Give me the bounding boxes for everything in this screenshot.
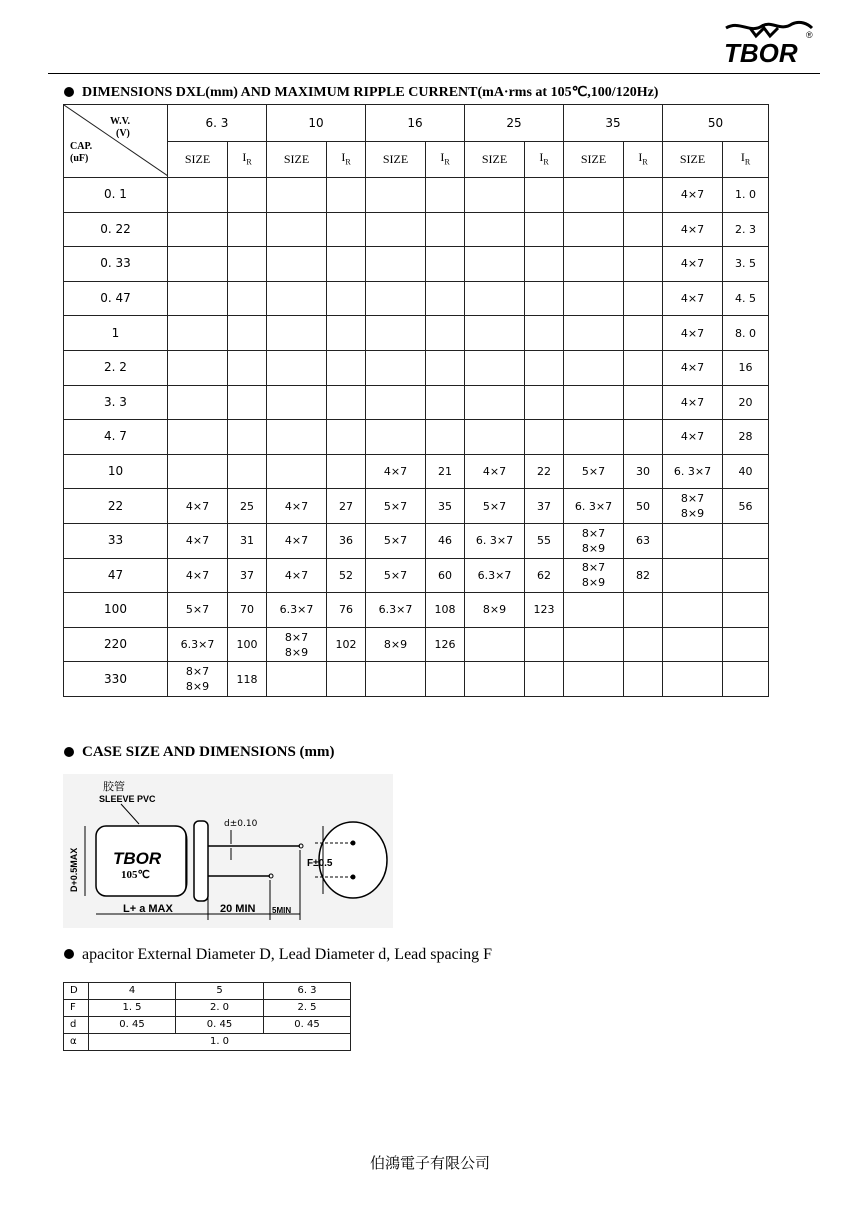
ripple-current-cell xyxy=(525,316,564,351)
size-cell: 4×7 xyxy=(465,454,525,489)
ripple-current-cell: 2. 3 xyxy=(723,212,769,247)
ripple-current-cell: 63 xyxy=(624,523,663,558)
capacitance-cell: 47 xyxy=(64,558,168,593)
capacitance-cell: 0. 1 xyxy=(64,178,168,213)
min5-label: 5MIN xyxy=(272,906,292,915)
size-cell xyxy=(267,247,327,282)
size-cell: 8×7 8×9 xyxy=(564,558,624,593)
voltage-header: 6. 3 xyxy=(168,105,267,142)
capacitance-cell: 10 xyxy=(64,454,168,489)
capacitance-cell: 33 xyxy=(64,523,168,558)
svg-text:®: ® xyxy=(806,30,813,40)
ripple-current-cell xyxy=(624,385,663,420)
size-cell: 4×7 xyxy=(663,316,723,351)
ripple-current-cell: 35 xyxy=(426,489,465,524)
value-cell: 1. 5 xyxy=(89,1000,176,1017)
sleeve-label-cn: 胶管 xyxy=(103,780,125,793)
size-cell xyxy=(366,212,426,247)
ripple-current-cell xyxy=(525,247,564,282)
size-cell xyxy=(465,350,525,385)
ripple-current-cell xyxy=(327,281,366,316)
size-cell xyxy=(663,558,723,593)
table-row xyxy=(64,454,769,489)
lead-length-label: 20 MIN xyxy=(220,903,256,915)
ripple-current-cell xyxy=(228,316,267,351)
voltage-header: 16 xyxy=(366,105,465,142)
ripple-current-cell xyxy=(327,350,366,385)
ripple-current-cell: 37 xyxy=(525,489,564,524)
table-row xyxy=(64,1017,351,1034)
row-label: D xyxy=(64,983,89,1000)
ripple-current-cell: 8. 0 xyxy=(723,316,769,351)
size-cell xyxy=(564,212,624,247)
ripple-current-cell: 76 xyxy=(327,593,366,628)
ripple-current-cell xyxy=(327,385,366,420)
size-cell xyxy=(564,281,624,316)
lead-spacing-label: F±0.5 xyxy=(307,858,333,869)
ripple-current-cell: 102 xyxy=(327,627,366,662)
ripple-current-cell: 108 xyxy=(426,593,465,628)
ripple-current-cell: 56 xyxy=(723,489,769,524)
ripple-current-cell xyxy=(228,420,267,455)
table-row xyxy=(64,385,769,420)
value-cell: 4 xyxy=(89,983,176,1000)
ripple-current-cell xyxy=(228,281,267,316)
capacitance-cell: 220 xyxy=(64,627,168,662)
ripple-current-cell xyxy=(228,385,267,420)
body-diameter-label: D+0.5MAX xyxy=(69,847,79,892)
sleeve-label: SLEEVE PVC xyxy=(99,794,156,804)
size-cell xyxy=(168,420,228,455)
ripple-current-cell xyxy=(327,316,366,351)
size-column-header: SIZE xyxy=(465,142,525,178)
ripple-current-cell: 20 xyxy=(723,385,769,420)
size-cell: 5×7 xyxy=(465,489,525,524)
ripple-current-cell: 118 xyxy=(228,662,267,697)
ripple-current-column-header: $I_R$ xyxy=(624,142,663,178)
section-heading-dimensions: DIMENSIONS DXL(mm) AND MAXIMUM RIPPLE CURRENT(mA·rms at 105℃,100/120Hz) xyxy=(64,84,658,101)
size-cell xyxy=(564,662,624,697)
diagram-brand: TBOR xyxy=(113,849,162,868)
table-row xyxy=(64,1000,351,1017)
size-cell: 8×7 8×9 xyxy=(168,662,228,697)
size-cell: 4×7 xyxy=(267,523,327,558)
size-column-header: SIZE xyxy=(168,142,228,178)
ripple-current-table xyxy=(63,104,769,697)
ripple-current-cell: 22 xyxy=(525,454,564,489)
ripple-current-cell: 82 xyxy=(624,558,663,593)
size-cell xyxy=(168,454,228,489)
capacitance-cell: 0. 47 xyxy=(64,281,168,316)
size-cell: 4×7 xyxy=(663,350,723,385)
ripple-current-column-header: $I_R$ xyxy=(228,142,267,178)
size-cell xyxy=(465,281,525,316)
size-cell xyxy=(168,212,228,247)
size-cell xyxy=(465,385,525,420)
ripple-current-cell xyxy=(327,212,366,247)
ripple-current-cell xyxy=(624,627,663,662)
capacitance-cell: 3. 3 xyxy=(64,385,168,420)
size-cell xyxy=(267,350,327,385)
ripple-current-cell: 30 xyxy=(624,454,663,489)
ripple-current-cell xyxy=(624,350,663,385)
table-row xyxy=(64,983,351,1000)
ripple-current-cell xyxy=(624,593,663,628)
size-cell xyxy=(564,247,624,282)
size-cell: 4×7 xyxy=(168,489,228,524)
ripple-current-cell xyxy=(228,247,267,282)
ripple-current-cell xyxy=(624,247,663,282)
ripple-current-cell: 70 xyxy=(228,593,267,628)
row-label: α xyxy=(64,1034,89,1051)
ripple-current-cell xyxy=(426,281,465,316)
value-cell: 0. 45 xyxy=(176,1017,264,1034)
value-cell: 2. 5 xyxy=(264,1000,351,1017)
size-cell xyxy=(564,593,624,628)
table-row xyxy=(64,316,769,351)
size-column-header: SIZE xyxy=(267,142,327,178)
size-cell: 6.3×7 xyxy=(168,627,228,662)
ripple-current-cell xyxy=(525,627,564,662)
size-cell xyxy=(663,523,723,558)
ripple-current-cell: 28 xyxy=(723,420,769,455)
table-corner-header: W.V. (V) CAP. (uF) xyxy=(64,105,168,178)
size-cell: 8×7 8×9 xyxy=(564,523,624,558)
size-cell xyxy=(465,316,525,351)
bullet-icon xyxy=(64,949,74,959)
ripple-current-cell: 50 xyxy=(624,489,663,524)
lead-dimension-table xyxy=(63,982,351,1051)
ripple-current-cell xyxy=(327,454,366,489)
size-cell: 4×7 xyxy=(267,489,327,524)
ripple-current-cell: 126 xyxy=(426,627,465,662)
value-cell: 5 xyxy=(176,983,264,1000)
size-column-header: SIZE xyxy=(663,142,723,178)
bullet-icon xyxy=(64,747,74,757)
size-cell xyxy=(267,212,327,247)
size-cell xyxy=(663,662,723,697)
size-cell xyxy=(168,247,228,282)
ripple-current-column-header: $I_R$ xyxy=(327,142,366,178)
ripple-current-cell xyxy=(426,247,465,282)
ripple-current-cell xyxy=(624,281,663,316)
logo-text: TBOR xyxy=(724,38,798,66)
ripple-current-cell xyxy=(525,281,564,316)
table-row xyxy=(64,1034,351,1051)
size-cell: 4×7 xyxy=(366,454,426,489)
ripple-current-cell: 40 xyxy=(723,454,769,489)
ripple-current-cell xyxy=(426,350,465,385)
ripple-current-cell: 25 xyxy=(228,489,267,524)
size-cell xyxy=(267,281,327,316)
ripple-current-cell: 36 xyxy=(327,523,366,558)
size-cell: 6. 3×7 xyxy=(564,489,624,524)
size-cell: 5×7 xyxy=(366,523,426,558)
capacitance-cell: 2. 2 xyxy=(64,350,168,385)
value-cell: 2. 0 xyxy=(176,1000,264,1017)
table-row xyxy=(64,523,769,558)
capacitor-end-cap xyxy=(194,821,208,901)
size-cell: 4×7 xyxy=(168,523,228,558)
ripple-current-cell xyxy=(723,662,769,697)
ripple-current-cell: 55 xyxy=(525,523,564,558)
size-cell xyxy=(465,662,525,697)
row-label: F xyxy=(64,1000,89,1017)
size-cell: 8×7 8×9 xyxy=(267,627,327,662)
size-cell: 4×7 xyxy=(663,212,723,247)
ripple-current-cell xyxy=(228,212,267,247)
size-cell: 4×7 xyxy=(168,558,228,593)
case-dimension-diagram xyxy=(63,774,393,928)
ripple-current-column-header: $I_R$ xyxy=(525,142,564,178)
ripple-current-cell: 27 xyxy=(327,489,366,524)
capacitance-cell: 22 xyxy=(64,489,168,524)
voltage-header: 50 xyxy=(663,105,769,142)
table-row xyxy=(64,420,769,455)
ripple-current-cell xyxy=(624,420,663,455)
size-cell xyxy=(465,627,525,662)
ripple-current-cell: 16 xyxy=(723,350,769,385)
ripple-current-cell xyxy=(426,385,465,420)
size-cell: 4×7 xyxy=(663,281,723,316)
size-cell: 5×7 xyxy=(168,593,228,628)
size-cell xyxy=(366,247,426,282)
capacitance-cell: 100 xyxy=(64,593,168,628)
footer-company-name: 伯鴻電子有限公司 xyxy=(369,1154,490,1172)
size-cell xyxy=(267,454,327,489)
capacitance-cell: 0. 22 xyxy=(64,212,168,247)
size-cell xyxy=(564,385,624,420)
ripple-current-cell xyxy=(525,662,564,697)
size-column-header: SIZE xyxy=(564,142,624,178)
ripple-current-cell xyxy=(624,178,663,213)
capacitance-cell: 0. 33 xyxy=(64,247,168,282)
size-cell: 5×7 xyxy=(366,558,426,593)
size-cell: 6.3×7 xyxy=(465,558,525,593)
size-cell xyxy=(168,316,228,351)
size-cell xyxy=(267,662,327,697)
ripple-current-cell: 21 xyxy=(426,454,465,489)
ripple-current-cell xyxy=(525,178,564,213)
size-cell xyxy=(366,350,426,385)
table-row xyxy=(64,247,769,282)
ripple-current-cell xyxy=(525,350,564,385)
voltage-header: 10 xyxy=(267,105,366,142)
size-cell xyxy=(465,420,525,455)
size-cell: 4×7 xyxy=(267,558,327,593)
size-cell xyxy=(564,316,624,351)
ripple-current-cell: 4. 5 xyxy=(723,281,769,316)
size-cell: 6. 3×7 xyxy=(465,523,525,558)
size-cell xyxy=(564,627,624,662)
ripple-current-cell: 3. 5 xyxy=(723,247,769,282)
capacitance-cell: 4. 7 xyxy=(64,420,168,455)
size-cell: 4×7 xyxy=(663,385,723,420)
size-cell xyxy=(564,350,624,385)
size-column-header: SIZE xyxy=(366,142,426,178)
ripple-current-cell xyxy=(327,178,366,213)
value-cell: 0. 45 xyxy=(89,1017,176,1034)
bullet-icon xyxy=(64,87,74,97)
lead-diameter-label: d±0.10 xyxy=(224,819,258,829)
table-row xyxy=(64,212,769,247)
ripple-current-cell xyxy=(624,316,663,351)
ripple-current-cell xyxy=(723,593,769,628)
ripple-current-column-header: $I_R$ xyxy=(723,142,769,178)
size-cell: 6.3×7 xyxy=(267,593,327,628)
table-row xyxy=(64,281,769,316)
ripple-current-cell xyxy=(228,350,267,385)
length-label: L+ a MAX xyxy=(123,903,173,915)
size-cell xyxy=(366,281,426,316)
table-row xyxy=(64,178,769,213)
value-cell: 1. 0 xyxy=(89,1034,351,1051)
ripple-current-cell: 31 xyxy=(228,523,267,558)
value-cell: 6. 3 xyxy=(264,983,351,1000)
size-cell xyxy=(168,178,228,213)
ripple-current-cell xyxy=(426,662,465,697)
size-cell xyxy=(465,212,525,247)
ripple-current-cell: 52 xyxy=(327,558,366,593)
voltage-header: 25 xyxy=(465,105,564,142)
ripple-current-cell: 37 xyxy=(228,558,267,593)
size-cell xyxy=(564,178,624,213)
size-cell xyxy=(366,385,426,420)
ripple-current-cell xyxy=(327,420,366,455)
ripple-current-cell: 1. 0 xyxy=(723,178,769,213)
size-cell xyxy=(366,178,426,213)
size-cell xyxy=(267,316,327,351)
voltage-header: 35 xyxy=(564,105,663,142)
ripple-current-cell: 123 xyxy=(525,593,564,628)
table-row xyxy=(64,627,769,662)
section-heading-external-diameter: apacitor External Diameter D, Lead Diameter d, Lead spacing F xyxy=(64,946,492,964)
size-cell xyxy=(366,420,426,455)
ripple-current-cell: 46 xyxy=(426,523,465,558)
size-cell xyxy=(267,385,327,420)
company-logo xyxy=(720,16,820,66)
capacitance-cell: 330 xyxy=(64,662,168,697)
size-cell: 6. 3×7 xyxy=(663,454,723,489)
table-row xyxy=(64,662,769,697)
section-heading-case-size: CASE SIZE AND DIMENSIONS (mm) xyxy=(64,744,335,761)
size-cell xyxy=(465,247,525,282)
ripple-current-cell xyxy=(525,420,564,455)
ripple-current-cell xyxy=(525,385,564,420)
size-cell xyxy=(168,385,228,420)
size-cell: 4×7 xyxy=(663,178,723,213)
ripple-current-cell xyxy=(723,558,769,593)
size-cell xyxy=(366,662,426,697)
table-row xyxy=(64,350,769,385)
ripple-current-column-header: $I_R$ xyxy=(426,142,465,178)
ripple-current-cell: 62 xyxy=(525,558,564,593)
size-cell xyxy=(663,593,723,628)
ripple-current-cell xyxy=(525,212,564,247)
ripple-current-cell xyxy=(228,454,267,489)
ripple-current-cell: 100 xyxy=(228,627,267,662)
size-cell xyxy=(168,281,228,316)
size-cell: 5×7 xyxy=(564,454,624,489)
table-row xyxy=(64,593,769,628)
size-cell xyxy=(366,316,426,351)
size-cell xyxy=(663,627,723,662)
ripple-current-cell xyxy=(426,316,465,351)
size-cell xyxy=(564,420,624,455)
row-label: d xyxy=(64,1017,89,1034)
ripple-current-cell xyxy=(327,247,366,282)
size-cell xyxy=(465,178,525,213)
size-cell: 8×7 8×9 xyxy=(663,489,723,524)
ripple-current-cell xyxy=(723,627,769,662)
ripple-current-cell xyxy=(426,178,465,213)
ripple-current-cell xyxy=(228,178,267,213)
size-cell: 5×7 xyxy=(366,489,426,524)
ripple-current-cell xyxy=(426,212,465,247)
size-cell xyxy=(267,178,327,213)
value-cell: 0. 45 xyxy=(264,1017,351,1034)
size-cell xyxy=(267,420,327,455)
size-cell: 4×7 xyxy=(663,420,723,455)
size-cell: 8×9 xyxy=(465,593,525,628)
header-rule xyxy=(48,73,820,74)
size-cell: 6.3×7 xyxy=(366,593,426,628)
diagram-temp: 105℃ xyxy=(121,869,150,881)
table-row xyxy=(64,489,769,524)
ripple-current-cell: 60 xyxy=(426,558,465,593)
ripple-current-cell xyxy=(624,662,663,697)
size-cell xyxy=(168,350,228,385)
ripple-current-cell xyxy=(327,662,366,697)
ripple-current-cell xyxy=(624,212,663,247)
ripple-current-cell xyxy=(723,523,769,558)
ripple-current-cell xyxy=(426,420,465,455)
capacitance-cell: 1 xyxy=(64,316,168,351)
table-row xyxy=(64,558,769,593)
size-cell: 4×7 xyxy=(663,247,723,282)
size-cell: 8×9 xyxy=(366,627,426,662)
